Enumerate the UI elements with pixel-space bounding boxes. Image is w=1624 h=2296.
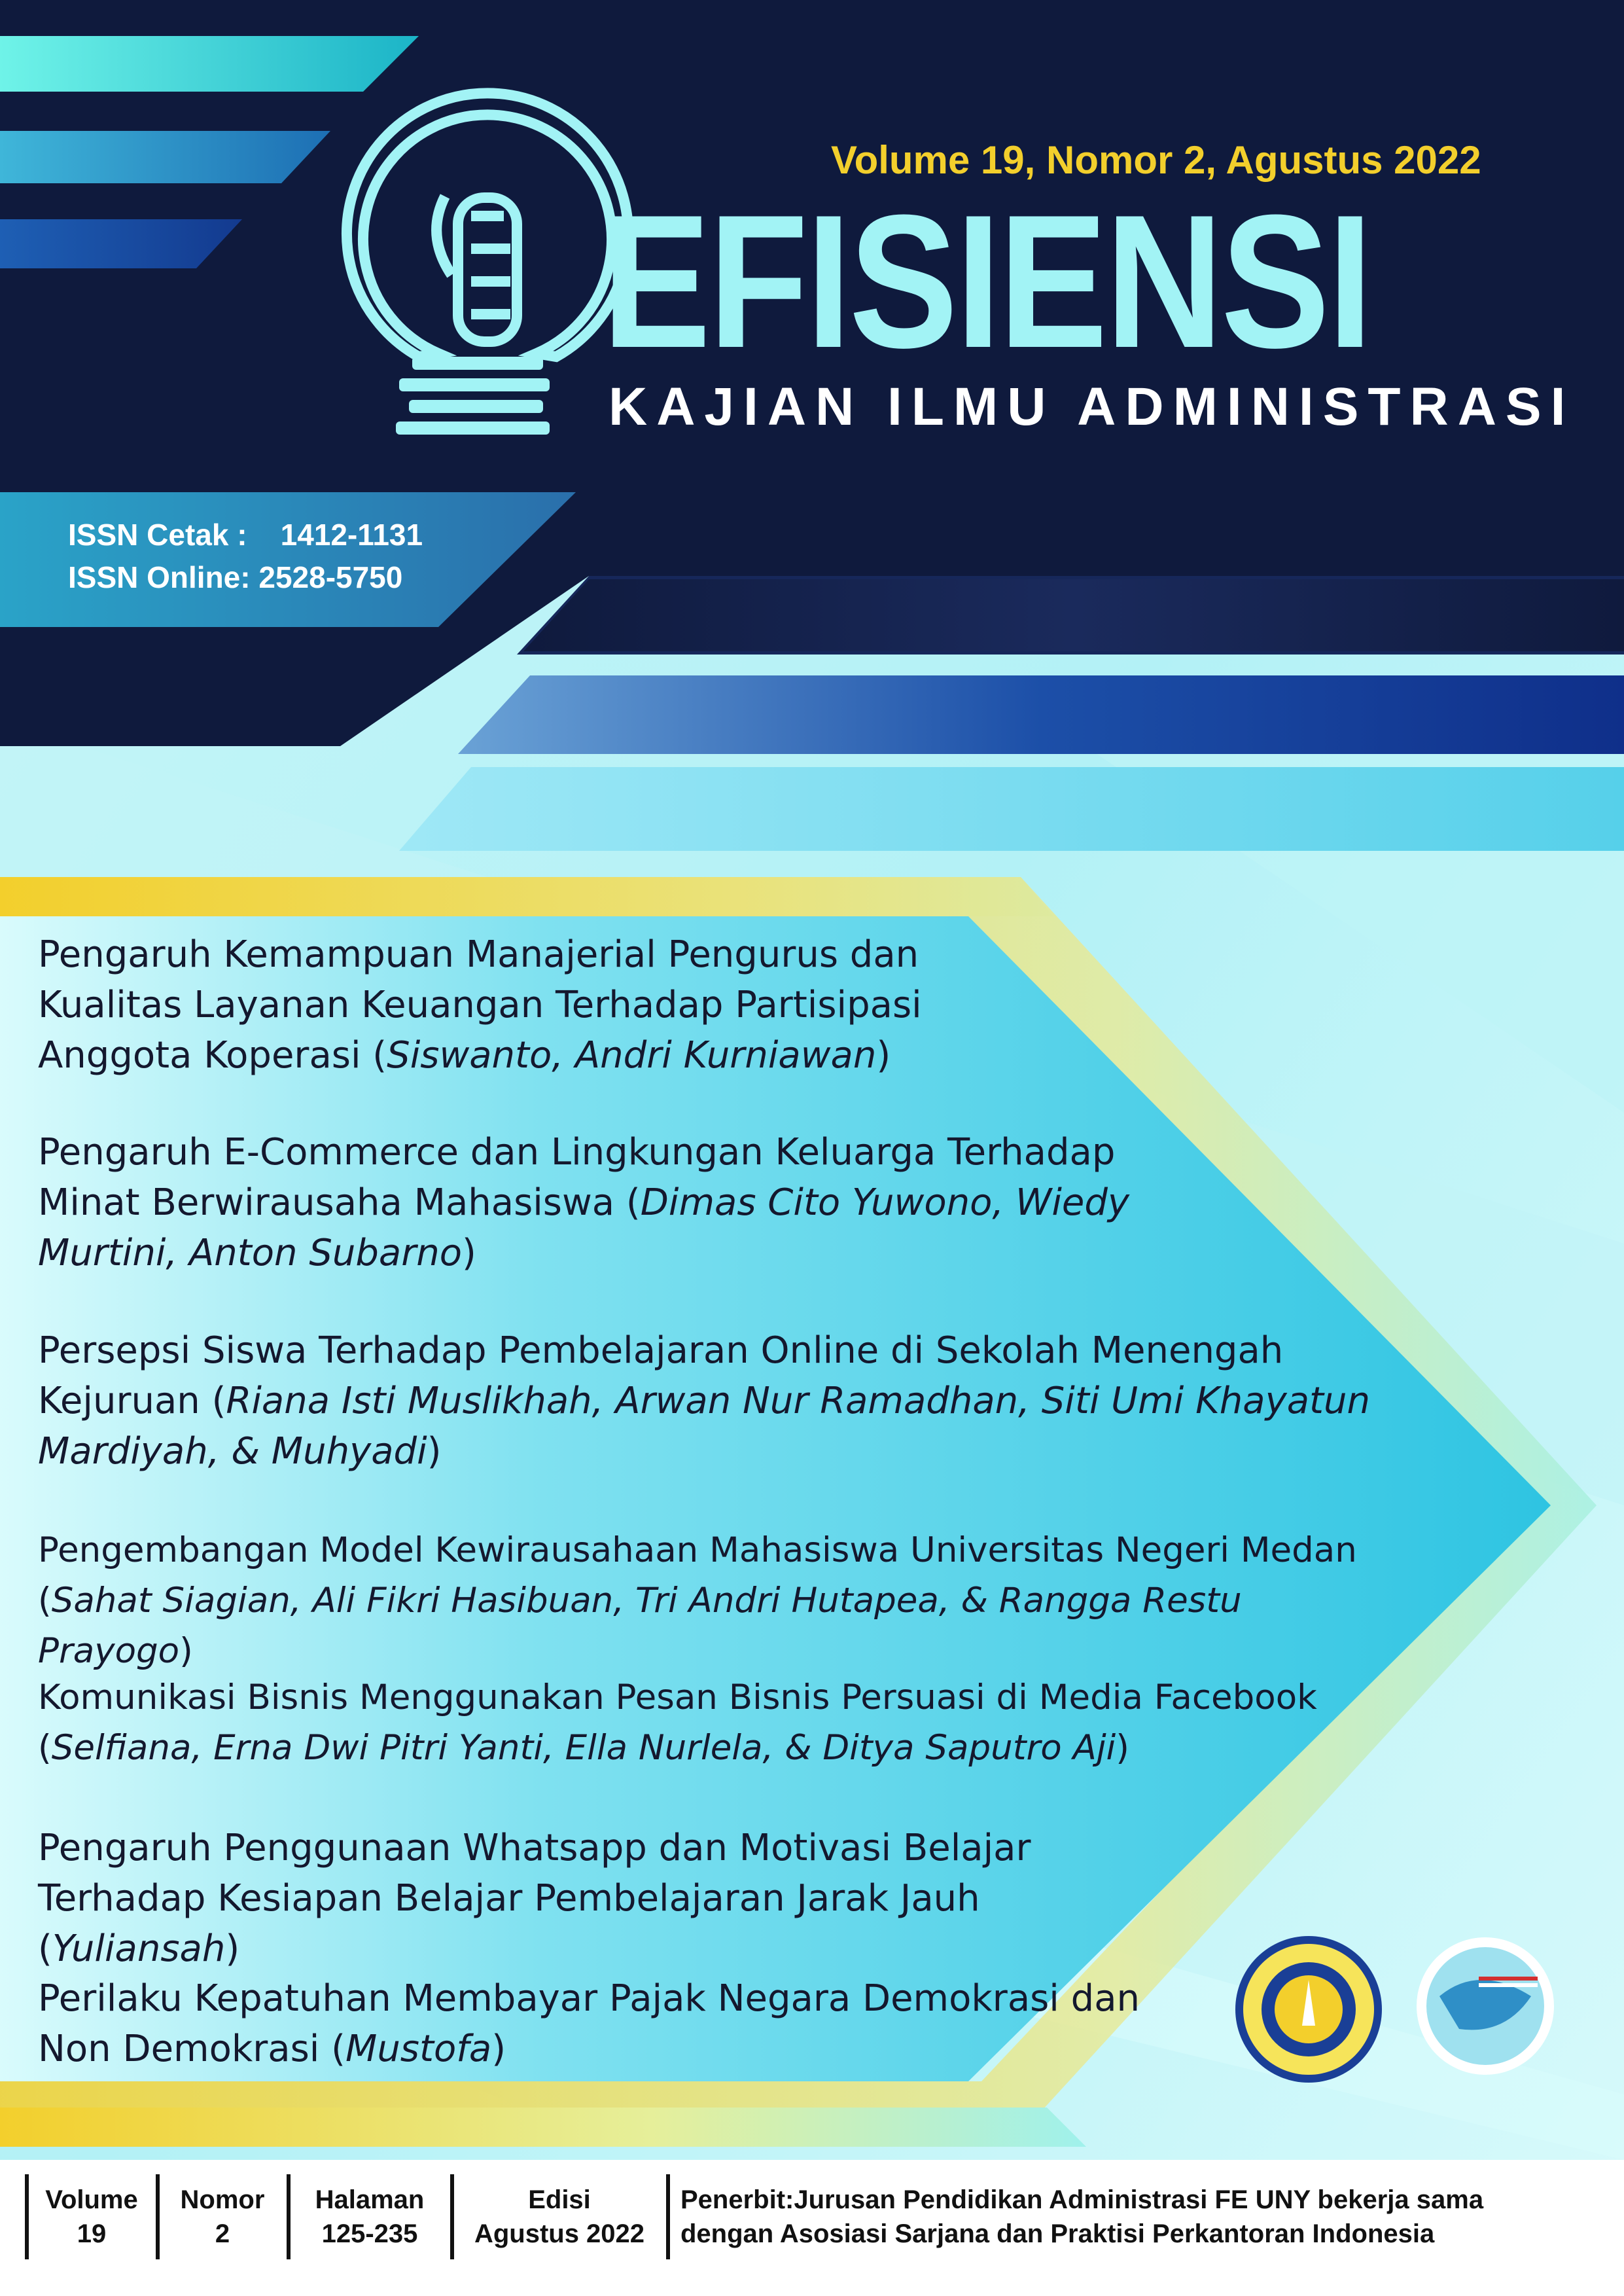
article-authors: Siswanto, Andri Kurniawan: [387, 1034, 877, 1077]
issn-online: ISSN Online: 2528-5750: [68, 560, 403, 594]
article-title: Pengaruh Kemampuan Manajerial Pengurus dan Kualitas Layanan Keuangan Terhadap Partisipasi Anggota Koperasi: [38, 933, 922, 1077]
footer-divider: [156, 2174, 160, 2259]
footer-divider: [450, 2174, 454, 2259]
footer-halaman-value: 125-235: [321, 2219, 418, 2248]
article-item: Pengaruh Kemampuan Manajerial Pengurus dan Kualitas Layanan Keuangan Terhadap Partisipasi Anggota Koperasi (Siswanto, Andri Kurniawan): [38, 933, 922, 1077]
footer-divider: [287, 2174, 291, 2259]
volume-issue-line: Volume 19, Nomor 2, Agustus 2022: [831, 138, 1481, 182]
footer-divider: [666, 2174, 670, 2259]
article-item: Pengaruh E-Commerce dan Lingkungan Keluarga Terhadap Minat Berwirausaha Mahasiswa (Dimas Cito Yuwono, Wiedy Murtini, Anton Subarno): [38, 1131, 1130, 1274]
footer-halaman: [294, 2183, 445, 2251]
article-authors: Sahat Siagian, Ali Fikri Hasibuan, Tri Andri Hutapea, & Rangga Restu Prayogo: [38, 1581, 1242, 1671]
footer-edisi-value: Agustus 2022: [474, 2219, 645, 2248]
issn-print: ISSN Cetak : 1412-1131: [68, 518, 423, 552]
article-item: Komunikasi Bisnis Menggunakan Pesan Bisnis Persuasi di Media Facebook (Selfiana, Erna Dwi Pitri Yanti, Ella Nurlela, & Ditya Saputro Aji): [38, 1677, 1317, 1768]
article-authors: Selfiana, Erna Dwi Pitri Yanti, Ella Nurlela, & Ditya Saputro Aji: [51, 1728, 1116, 1768]
article-authors: Mustofa: [345, 2028, 492, 2070]
article-item: Pengaruh Penggunaan Whatsapp dan Motivasi Belajar Terhadap Kesiapan Belajar Pembelajaran Jarak Jauh (Yuliansah): [38, 1827, 1031, 1970]
journal-subtitle: KAJIAN ILMU ADMINISTRASI: [609, 377, 1575, 437]
article-title: Perilaku Kepatuhan Membayar Pajak Negara Demokrasi dan Non Demokrasi: [38, 1977, 1140, 2070]
footer-nomor-label: Nomor: [180, 2185, 265, 2214]
journal-title: EFISIENSI: [602, 175, 1371, 387]
footer-nomor-value: 2: [215, 2219, 230, 2248]
footer-divider: [25, 2174, 29, 2259]
article-title: Pengaruh E-Commerce dan Lingkungan Keluarga Terhadap Minat Berwirausaha Mahasiswa: [38, 1131, 1116, 1224]
article-title: Pengembangan Model Kewirausahaan Mahasiswa Universitas Negeri Medan: [38, 1530, 1357, 1570]
footer-halaman-label: Halaman: [315, 2185, 425, 2214]
aspapi-logo: [1417, 1937, 1554, 2075]
footer-volume-value: 19: [77, 2219, 107, 2248]
article-item: Pengembangan Model Kewirausahaan Mahasiswa Universitas Negeri Medan (Sahat Siagian, Ali Fikri Hasibuan, Tri Andri Hutapea, & Rangga Restu Prayogo): [38, 1530, 1357, 1671]
footer-edisi-label: Edisi: [528, 2185, 591, 2214]
article-authors: Dimas Cito Yuwono, Wiedy Murtini, Anton Subarno: [38, 1181, 1130, 1274]
footer-nomor: [164, 2183, 281, 2251]
footer-edisi: [458, 2183, 661, 2251]
article-item: Persepsi Siswa Terhadap Pembelajaran Online di Sekolah Menengah Kejuruan (Riana Isti Muslikhah, Arwan Nur Ramadhan, Siti Umi Khayatun Mardiyah, & Muhyadi): [38, 1329, 1370, 1473]
publisher-line-1: Penerbit:Jurusan Pendidikan Administrasi FE UNY bekerja sama: [680, 2185, 1484, 2214]
footer-publisher: [680, 2183, 1597, 2251]
publisher-line-2: dengan Asosiasi Sarjana dan Praktisi Perkantoran Indonesia: [680, 2219, 1435, 2248]
footer-volume-label: Volume: [45, 2185, 138, 2214]
footer-volume: [33, 2183, 150, 2251]
article-authors: Riana Isti Muslikhah, Arwan Nur Ramadhan, Siti Umi Khayatun Mardiyah, & Muhyadi: [38, 1380, 1370, 1473]
uny-logo: [1235, 1936, 1382, 2083]
article-authors: Yuliansah: [52, 1928, 226, 1970]
article-title: Persepsi Siswa Terhadap Pembelajaran Online di Sekolah Menengah Kejuruan: [38, 1329, 1284, 1422]
article-title: Pengaruh Penggunaan Whatsapp dan Motivasi Belajar Terhadap Kesiapan Belajar Pembelajaran Jarak Jauh: [38, 1827, 1031, 1920]
article-title: Komunikasi Bisnis Menggunakan Pesan Bisnis Persuasi di Media Facebook: [38, 1677, 1317, 1717]
article-item: Perilaku Kepatuhan Membayar Pajak Negara Demokrasi dan Non Demokrasi (Mustofa): [38, 1977, 1140, 2070]
